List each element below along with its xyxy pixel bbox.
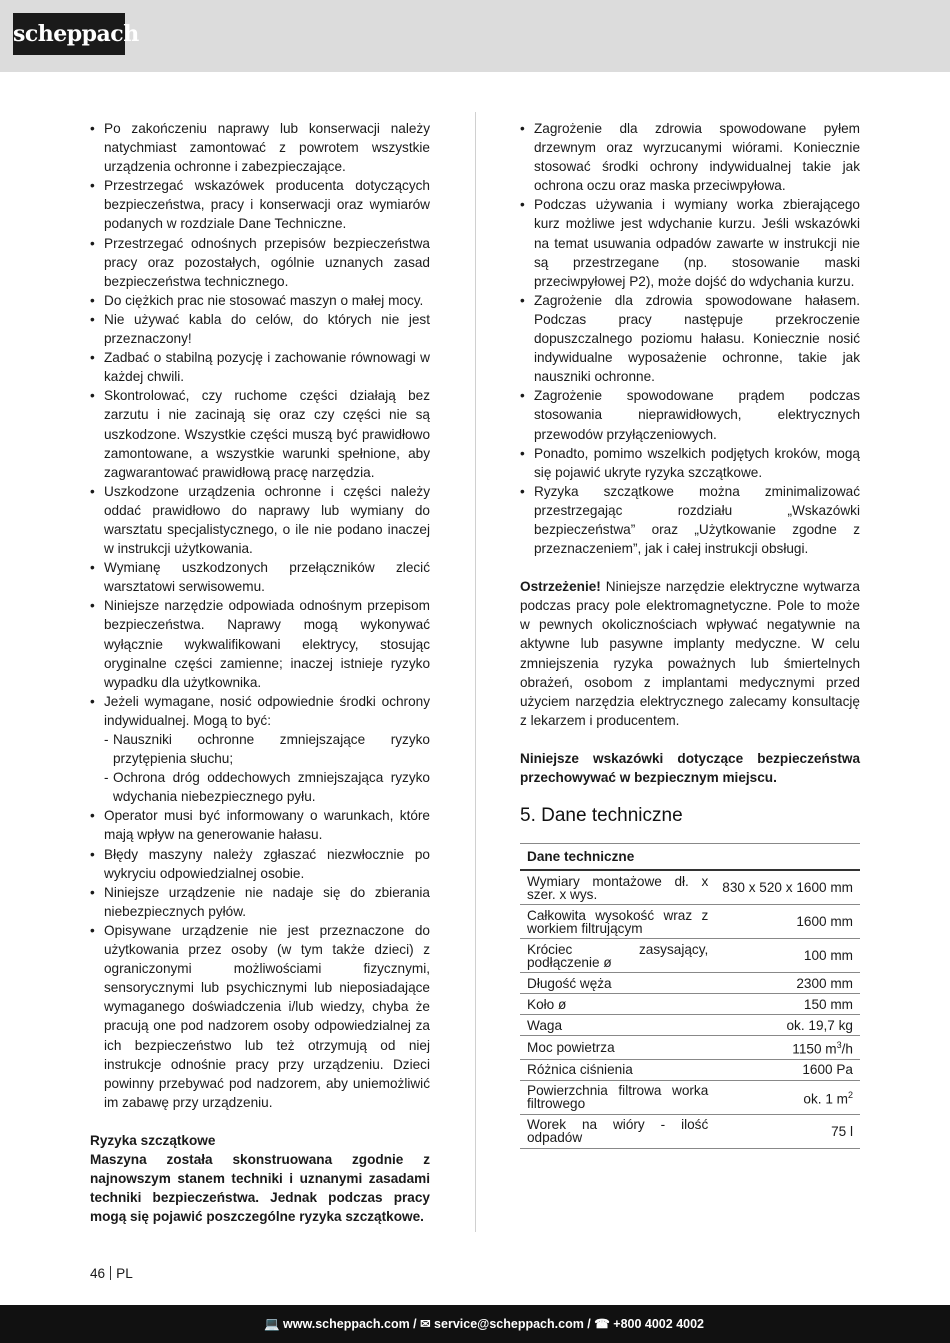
section-title: 5. Dane techniczne (520, 805, 683, 827)
list-item: - Nauszniki ochronne zmniejszające ryzyko przytępienia słuchu; (90, 730, 430, 768)
table-row (520, 1080, 860, 1114)
table-row (520, 1036, 860, 1060)
list-item: • Zagrożenie dla zdrowia spowodowane pyłem drzewnym oraz wyrzucanymi wiórami. Koniecznie stosować środki ochrony indywidualnej takie jak ochrona oczu oraz maska przeciwpyłowa. (520, 119, 860, 195)
spec-value: 75 l (715, 1114, 860, 1148)
spec-label: Wymiary montażowe dł. x szer. x wys. (520, 870, 715, 905)
list-item: • Przestrzegać wskazówek producenta dotyczących bezpieczeństwa, pracy i konserwacji oraz wymiarów podanych w rozdziale Dane Techniczne. (90, 176, 430, 233)
table-header: Dane techniczne (520, 844, 860, 871)
list-item: • Wymianę uszkodzonych przełączników zlecić warsztatowi serwisowemu. (90, 558, 430, 596)
residual-risks-text: Maszyna została skonstruowana zgodnie z najnowszym stanem techniki i uznanymi zasadami techniki bezpieczeństwa. Jednak podczas pracy mogą się pojawić poszczególne ryzyka szczątkowe. (90, 1151, 430, 1225)
pse-list (90, 692, 430, 807)
spec-value: 150 mm (715, 994, 860, 1015)
residual-risks-heading: Ryzyka szczątkowe (90, 1132, 216, 1148)
list-item: • Niniejsze urządzenie nie nadaje się do zbierania niebezpiecznych pyłów. (90, 883, 430, 921)
list-item: • Skontrolować, czy ruchome części działają bez zarzutu i nie zacinają się oraz czy części nie są uszkodzone. Wszystkie części muszą być prawidłowo zamontowane, a wszystkie warunki spełnione, aby zagwarantować prawidłową pracę narzędzia. (90, 386, 430, 481)
list-item: • Do ciężkich prac nie stosować maszyn o małej mocy. (90, 291, 430, 310)
spec-label: Worek na wióry - ilość odpadów (520, 1114, 715, 1148)
list-item: • Zadbać o stabilną pozycję i zachowanie równowagi w każdej chwili. (90, 348, 430, 386)
spec-value: 1600 mm (715, 905, 860, 939)
table-row (520, 905, 860, 939)
pse-intro: Jeżeli wymagane, nosić odpowiednie środki ochrony indywidualnej. Mogą to być: (104, 693, 430, 728)
spec-label: Długość węża (520, 973, 715, 994)
warning-text: Niniejsze narzędzie elektryczne wytwarza podczas pracy pole elektromagnetyczne. Pole to może w pewnych okolicznościach wpływać negatywnie na aktywne lub pasywne implanty medyczne. W celu zmniejszenia ryzyka poważnych lub śmiertelnych obrażeń, osobom z implantami medycznymi przed użyciem narzędzia elektrycznego zalecamy konsultację z lekarzem i producentem. (520, 579, 860, 728)
spec-label: Waga (520, 1015, 715, 1036)
divider (110, 1266, 111, 1280)
language-code: PL (116, 1266, 133, 1281)
list-item: • Nie używać kabla do celów, do których nie jest przeznaczony! (90, 310, 430, 348)
spec-value: 830 x 520 x 1600 mm (715, 870, 860, 905)
page-number (90, 1266, 133, 1281)
list-item: • Niniejsze narzędzie odpowiada odnośnym przepisom bezpieczeństwa. Naprawy mogą wykonywać wyłącznie wykwalifikowani elektrycy, stosując oryginalne części zamienne; inaczej istnieje ryzyko wypadku dla użytkownika. (90, 596, 430, 691)
table-row (520, 1059, 860, 1080)
list-item: • Zagrożenie dla zdrowia spowodowane hałasem. Podczas pracy następuje przekroczenie dopuszczalnego poziomu hałasu. Koniecznie nosić indywidualne wyposażenie ochronne, takie jak nauszniki ochronne. (520, 291, 860, 386)
warning-label: Ostrzeżenie! (520, 579, 601, 595)
spec-label: Całkowita wysokość wraz z workiem filtrującym (520, 905, 715, 939)
keep-instructions-note: Niniejsze wskazówki dotyczące bezpieczeństwa przechowywać w bezpiecznym miejscu. (520, 750, 860, 785)
list-item: • Po zakończeniu naprawy lub konserwacji należy natychmiast zamontować z powrotem wszystkie urządzenia ochronne i zabezpieczające. (90, 119, 430, 176)
list-item: • Uszkodzone urządzenia ochronne i części należy oddać prawidłowo do naprawy lub wymiany do warsztatu specjalistycznego, o ile nie podano inaczej w instrukcji użytkowania. (90, 482, 430, 558)
spec-value: 2300 mm (715, 973, 860, 994)
list-item: • Błędy maszyny należy zgłaszać niezwłocznie po wykryciu odpowiedzialnej osobie. (90, 845, 430, 883)
list-item: • Opisywane urządzenie nie jest przeznaczone do użytkowania przez osoby (w tym także dzieci) z ograniczonymi możliwościami fizycznymi, sensorycznymi lub psychicznymi lub nieposiadające wymaganego doświadczenia i/lub wiedzy, chyba że pracują one pod nadzorem osoby odpowiedzialnej za ich bezpieczeństwo lub też otrzymują od niej instrukcje odnośnie pracy przy urządzeniu. Dzieci powinny przebywać pod nadzorem, aby uniemożliwić im zabawę przy urządzeniu. (90, 921, 430, 1112)
warning-paragraph (520, 577, 860, 730)
spec-value: ok. 1 $m^2$ (715, 1080, 860, 1114)
spec-label: Różnica ciśnienia (520, 1059, 715, 1080)
spec-value: 1150 $m^3/h$ (715, 1036, 860, 1060)
footer-bar (0, 1305, 950, 1343)
spec-value: 100 mm (715, 939, 860, 973)
right-column (520, 119, 860, 1149)
table-row (520, 939, 860, 973)
list-item: • Ryzyka szczątkowe można zminimalizować przestrzegając rozdziału „Wskazówki bezpieczeństwa” oraz „Użytkowanie zgodne z przeznaczeniem”, jak i całej instrukcji obsługi. (520, 482, 860, 558)
list-item (90, 692, 430, 807)
spec-value: ok. 19,7 kg (715, 1015, 860, 1036)
table-row (520, 1015, 860, 1036)
table-row (520, 973, 860, 994)
safety-list-continued (90, 806, 430, 1112)
spec-label: Moc powietrza (520, 1036, 715, 1060)
list-item: • Zagrożenie spowodowane prądem podczas stosowania nieprawidłowych, elektrycznych przewodów przyłączeniowych. (520, 386, 860, 443)
table-row (520, 994, 860, 1015)
spec-label: Koło ø (520, 994, 715, 1015)
list-item: - Ochrona dróg oddechowych zmniejszająca ryzyko wdychania niebezpiecznego pyłu. (90, 768, 430, 806)
safety-list (90, 119, 430, 692)
header-bar (0, 0, 950, 72)
list-item: • Ponadto, pomimo wszelkich podjętych kroków, mogą się pojawić ukryte ryzyka szczątkowe. (520, 444, 860, 482)
spec-label: Króciec zasysający, podłączenie ø (520, 939, 715, 973)
contact-line: 💻 www.scheppach.com / ✉ service@scheppach.com / ☎ +800 4002 4002 (264, 1317, 704, 1331)
residual-risks-list (520, 119, 860, 558)
tech-data-table (520, 843, 860, 1149)
table-row (520, 870, 860, 905)
spec-value: 1600 Pa (715, 1059, 860, 1080)
brand-logo: scheppach (13, 13, 125, 55)
page-number-value: 46 (90, 1266, 106, 1281)
column-divider (475, 112, 476, 1232)
list-item: • Przestrzegać odnośnych przepisów bezpieczeństwa pracy oraz pozostałych, ogólnie uznanych zasad bezpieczeństwa technicznego. (90, 234, 430, 291)
spec-label: Powierzchnia filtrowa worka filtrowego (520, 1080, 715, 1114)
list-item: • Operator musi być informowany o warunkach, które mają wpływ na generowanie hałasu. (90, 806, 430, 844)
table-row (520, 1114, 860, 1148)
list-item: • Podczas używania i wymiany worka zbierającego kurz możliwe jest wdychanie kurzu. Jeśli wskazówki na temat usuwania odpadów zawarte w instrukcji nie są przestrzegane (np. stosowanie maski przeciwpyłowej P2), może dojść do wdychania kurzu. (520, 195, 860, 290)
left-column (90, 119, 430, 1226)
pse-sublist (90, 730, 430, 806)
